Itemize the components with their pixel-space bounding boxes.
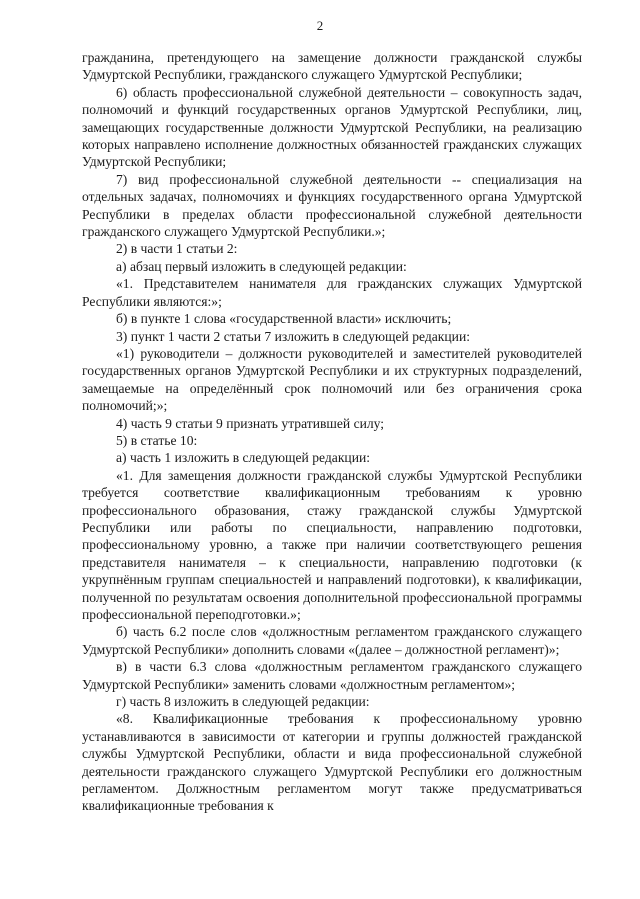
paragraph: «1) руководители – должности руководителей и заместителей руководителей государственных органов Удмуртской Республики и их структурных подразделений, замещаемые на определённый срок полномочий или без ограничения срока полномочий;»;: [82, 345, 582, 414]
paragraph: «1. Представителем нанимателя для гражданских служащих Удмуртской Республики являются:»;: [82, 276, 582, 309]
paragraph: 7) вид профессиональной служебной деятельности -- специализация на отдельных задачах, полномочиях и функциях государственного органа Удмуртской Республики в пределах области профессиональной служебной деятельности гражданского служащего Удмуртской Республики.»;: [82, 171, 582, 240]
paragraph: 4) часть 9 статьи 9 признать утратившей силу;: [116, 415, 385, 431]
paragraph: г) часть 8 изложить в следующей редакции:: [116, 694, 370, 710]
paragraph: 3) пункт 1 части 2 статьи 7 изложить в следующей редакции:: [116, 328, 471, 344]
document-body: [82, 49, 582, 815]
paragraph: гражданина, претендующего на замещение должности гражданской службы Удмуртской Республики, гражданского служащего Удмуртской Республики;: [82, 50, 582, 83]
paragraph: «8. Квалификационные требования к профессиональному уровню устанавливаются в зависимости от категории и группы должностей гражданской службы Удмуртской Республики, области и вида профессиональной служебной деятельности гражданского служащего Удмуртской Республики его должностным регламентом. Должностным регламентом могут также предусматриваться квалификационные требования к: [82, 711, 582, 814]
paragraph: «1. Для замещения должности гражданской службы Удмуртской Республики требуется соответствие квалификационным требованиям к уровню профессионального образования, стажу гражданской службы Удмуртской Республики или работы по специальности, направлению подготовки, профессиональному уровню, а также при наличии соответствующего решения представителя нанимателя – к специальности, направлению подготовки (к укрупнённым группам специальностей и направлений подготовки), к квалификации, полученной по результатам освоения дополнительной профессиональной программы профессиональной переподготовки.»;: [82, 467, 582, 622]
paragraph: 2) в части 1 статьи 2:: [116, 241, 238, 257]
paragraph: б) в пункте 1 слова «государственной власти» исключить;: [116, 311, 452, 327]
paragraph: 5) в статье 10:: [116, 432, 198, 448]
paragraph: а) абзац первый изложить в следующей редакции:: [116, 258, 407, 274]
paragraph: 6) область профессиональной служебной деятельности – совокупность задач, полномочий и функций государственных органов Удмуртской Республики, лиц, замещающих государственные должности Удмуртской Республики, на реализацию которых направлено исполнение должностных обязанностей гражданских служащих Удмуртской Республики;: [82, 84, 582, 170]
paragraph: в) в части 6.3 слова «должностным регламентом гражданского служащего Удмуртской Республики» заменить словами «должностным регламентом»;: [82, 659, 582, 692]
page-number: 2: [316, 18, 324, 33]
paragraph: б) часть 6.2 после слов «должностным регламентом гражданского служащего Удмуртской Республики» дополнить словами «(далее – должностной регламент)»;: [82, 624, 582, 657]
paragraph: а) часть 1 изложить в следующей редакции:: [116, 450, 371, 466]
